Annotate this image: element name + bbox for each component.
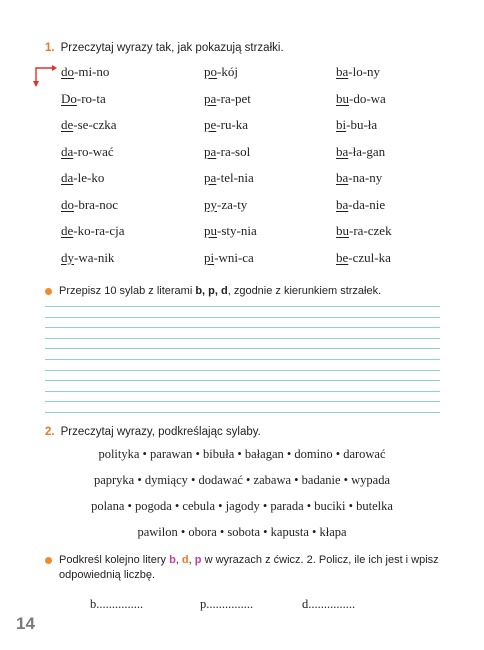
first-syllable: ba: [336, 143, 349, 159]
remaining-syllables: -ro-wać: [73, 143, 114, 159]
first-syllable: py: [204, 196, 217, 212]
reading-arrow-icon: [30, 62, 58, 88]
remaining-syllables: -czul-ka: [348, 249, 391, 265]
word-row: papryka • dymiący • dodawać • zabawa • badanie • wypada: [93, 473, 391, 487]
answer-d-field[interactable]: d...............: [302, 597, 356, 611]
syllable-word: [204, 170, 254, 186]
first-syllable: da: [61, 143, 74, 159]
word-row: pawilon • obora • sobota • kapusta • kłapa: [137, 525, 347, 539]
remaining-syllables: -za-ty: [217, 196, 248, 212]
remaining-syllables: -bu-ła: [346, 117, 378, 132]
syllable-word: [336, 117, 377, 133]
remaining-syllables: -se-czka: [73, 117, 117, 132]
remaining-syllables: -le-ko: [73, 170, 105, 185]
writing-line[interactable]: [45, 359, 440, 360]
copy-task: [45, 284, 445, 299]
first-syllable: Do: [61, 90, 77, 106]
first-syllable: pu: [204, 223, 217, 238]
syllable-word: [61, 117, 117, 133]
syllable-word: [204, 117, 248, 133]
first-syllable: po: [204, 64, 217, 79]
remaining-syllables: -mi-no: [74, 64, 110, 79]
first-syllable: pa: [204, 143, 217, 159]
word-row: polityka • parawan • bibuła • bałagan • domino • darować: [98, 447, 386, 461]
remaining-syllables: -bra-noc: [74, 196, 119, 212]
syllable-word: [204, 91, 251, 107]
first-syllable: ba: [336, 170, 349, 185]
writing-line[interactable]: [45, 306, 440, 307]
first-syllable: do: [61, 64, 74, 79]
remaining-syllables: -lo-ny: [348, 64, 381, 79]
task-number: 2.: [45, 426, 55, 438]
first-syllable: bu: [336, 90, 349, 106]
writing-line[interactable]: [45, 401, 440, 402]
remaining-syllables: -kój: [217, 64, 238, 79]
first-syllable: pa: [204, 90, 217, 106]
remaining-syllables: -ra-czek: [349, 223, 392, 238]
writing-line[interactable]: [45, 380, 440, 381]
remaining-syllables: -wa-nik: [74, 249, 115, 265]
task-number: 1.: [45, 42, 55, 54]
answer-p-field[interactable]: p...............: [200, 597, 254, 611]
remaining-syllables: -do-wa: [349, 90, 386, 106]
syllable-word: [61, 250, 114, 266]
remaining-syllables: -ła-gan: [348, 143, 386, 159]
copy-task-text: Przepisz 10 sylab z literami: [59, 285, 196, 297]
word-row: polana • pogoda • cebula • jagody • parada • buciki • butelka: [91, 499, 393, 513]
writing-line[interactable]: [45, 317, 440, 318]
remaining-syllables: -ro-ta: [76, 90, 106, 106]
first-syllable: bi: [336, 117, 347, 132]
syllable-word: [336, 250, 391, 266]
task-instruction: Przeczytaj wyrazy, podkreślając sylaby.: [60, 426, 261, 438]
first-syllable: pa: [204, 170, 217, 185]
remaining-syllables: -ru-ka: [216, 117, 249, 132]
first-syllable: do: [61, 196, 74, 212]
remaining-syllables: -na-ny: [348, 170, 383, 185]
syllable-word: [61, 197, 118, 213]
syllable-word: [336, 197, 385, 213]
syllable-word: [204, 144, 250, 160]
syllable-word: [336, 91, 386, 107]
writing-line[interactable]: [45, 327, 440, 328]
underline-task-text: Podkreśl kolejno litery: [59, 554, 170, 566]
syllable-word: [61, 64, 109, 80]
letter-d: d: [181, 554, 189, 566]
remaining-syllables: -da-nie: [348, 196, 386, 212]
first-syllable: pi: [204, 249, 215, 265]
separator: ,: [188, 554, 195, 566]
remaining-syllables: -wni-ca: [214, 249, 254, 265]
remaining-syllables: -sty-nia: [217, 223, 257, 238]
syllable-word: [61, 91, 106, 107]
first-syllable: da: [61, 170, 74, 185]
copy-task-letters: b, p, d: [195, 285, 228, 297]
underline-task: [45, 553, 445, 583]
answer-b-field[interactable]: b...............: [90, 597, 144, 611]
writing-line[interactable]: [45, 348, 440, 349]
task-2-header: [45, 426, 261, 438]
syllable-word: [61, 144, 114, 160]
writing-line[interactable]: [45, 391, 440, 392]
syllable-word: [336, 170, 382, 186]
task-instruction: Przeczytaj wyrazy tak, jak pokazują strzałki.: [60, 42, 284, 54]
syllable-word: [204, 64, 238, 80]
syllable-word: [204, 197, 247, 213]
first-syllable: be: [336, 249, 349, 265]
writing-line[interactable]: [45, 338, 440, 339]
first-syllable: de: [61, 117, 74, 132]
writing-line[interactable]: [45, 370, 440, 371]
remaining-syllables: -ra-sol: [216, 143, 251, 159]
remaining-syllables: -tel-nia: [216, 170, 254, 185]
remaining-syllables: -ko-ra-cja: [73, 223, 125, 238]
first-syllable: bu: [336, 223, 349, 238]
syllable-word: [61, 170, 104, 186]
first-syllable: ba: [336, 196, 349, 212]
bullet-dot: [45, 557, 52, 564]
bullet-dot: [45, 288, 52, 295]
first-syllable: de: [61, 223, 74, 238]
separator: ,: [175, 554, 182, 566]
underline-task-text-end: w wyrazach z ćwicz. 2. Policz, ile ich jest i wpisz odpowiednią liczbę.: [59, 554, 439, 581]
letter-p: p: [194, 554, 202, 566]
letter-b: b: [169, 554, 176, 566]
syllable-word: [61, 223, 125, 239]
task-1-header: [45, 42, 284, 54]
first-syllable: dy: [61, 249, 74, 265]
remaining-syllables: -ra-pet: [216, 90, 251, 106]
writing-line[interactable]: [45, 412, 440, 413]
syllable-word: [336, 144, 385, 160]
copy-task-text-end: , zgodnie z kierunkiem strzałek.: [227, 285, 382, 297]
syllable-word: [336, 64, 380, 80]
syllable-word: [204, 223, 257, 239]
first-syllable: ba: [336, 64, 349, 79]
page-number: 14: [16, 614, 35, 633]
syllable-word: [204, 250, 254, 266]
syllable-word: [336, 223, 392, 239]
first-syllable: pe: [204, 117, 217, 132]
